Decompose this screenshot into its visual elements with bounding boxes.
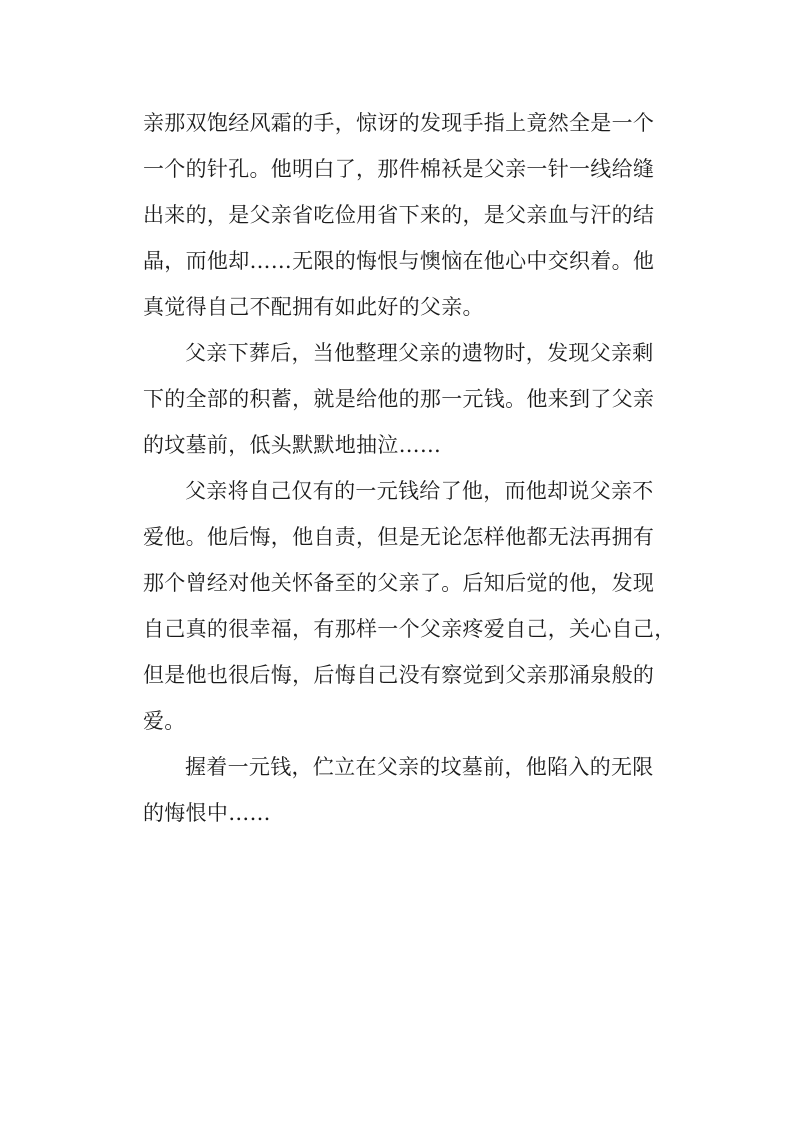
paragraph-1-line-1: 亲那双饱经风霜的手，惊讶的发现手指上竟然全是一个 [143, 111, 655, 135]
paragraph-3-line-5: 但是他也很后悔，后悔自己没有察觉到父亲那涌泉般的 [143, 663, 655, 687]
paragraph-1-line-5: 真觉得自己不配拥有如此好的父亲。 [143, 295, 484, 319]
paragraph-3-line-4: 自己真的很幸福，有那样一个父亲疼爱自己，关心自己， [143, 617, 676, 641]
paragraph-3-line-2: 爱他。他后悔，他自责，但是无论怎样他都无法再拥有 [143, 525, 655, 549]
paragraph-2-line-1: 父亲下葬后，当他整理父亲的遗物时，发现父亲剩 [185, 341, 654, 365]
paragraph-3-line-6: 爱。 [143, 709, 186, 733]
paragraph-4-line-2: 的悔恨中…… [143, 801, 271, 825]
paragraph-1-line-4: 晶，而他却……无限的悔恨与懊恼在他心中交织着。他 [143, 249, 655, 273]
paragraph-4-line-1: 握着一元钱，伫立在父亲的坟墓前，他陷入的无限 [185, 755, 654, 779]
paragraph-3-line-3: 那个曾经对他关怀备至的父亲了。后知后觉的他，发现 [143, 571, 655, 595]
paragraph-3-line-1: 父亲将自己仅有的一元钱给了他，而他却说父亲不 [185, 479, 654, 503]
paragraph-2-line-3: 的坟墓前，低头默默地抽泣…… [143, 433, 442, 457]
paragraph-1-line-2: 一个的针孔。他明白了，那件棉袄是父亲一针一线给缝 [143, 157, 655, 181]
paragraph-1-line-3: 出来的，是父亲省吃俭用省下来的，是父亲血与汗的结 [143, 203, 655, 227]
paragraph-2-line-2: 下的全部的积蓄，就是给他的那一元钱。他来到了父亲 [143, 387, 655, 411]
